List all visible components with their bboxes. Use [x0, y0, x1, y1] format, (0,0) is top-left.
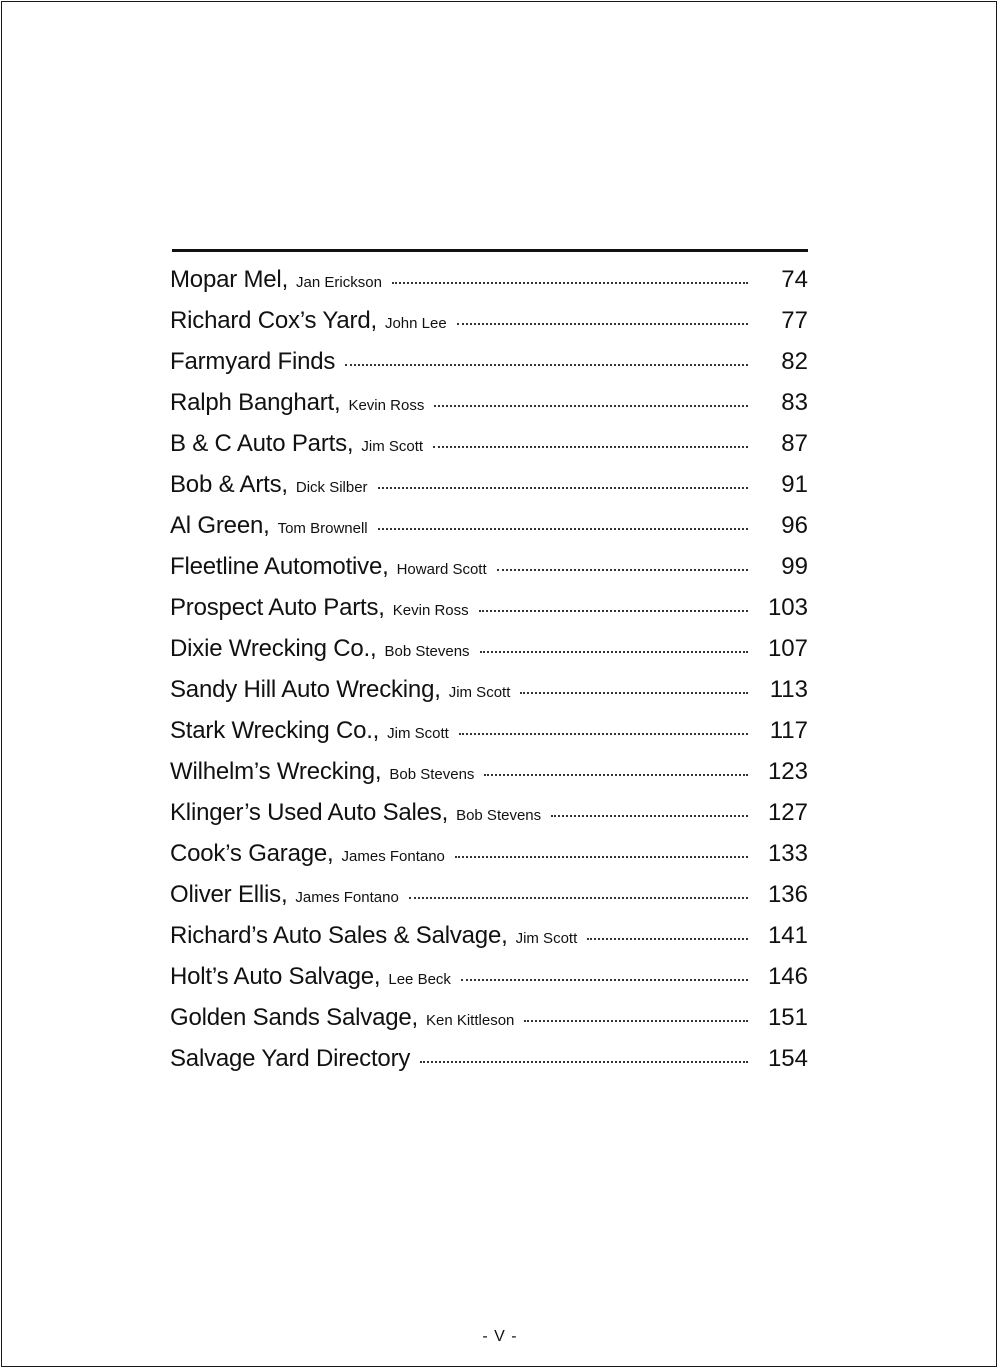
toc-entry-author: Howard Scott	[396, 561, 487, 578]
toc-entry-page: 77	[781, 307, 808, 334]
top-rule	[172, 249, 808, 252]
toc-entry-title: Golden Sands Salvage,	[170, 1004, 418, 1031]
toc-entry-author: Tom Brownell	[277, 520, 368, 537]
toc-entry	[170, 635, 808, 676]
toc-entry-author: Bob Stevens	[456, 807, 542, 824]
toc-entry	[170, 963, 808, 1004]
toc-entry-title: Bob & Arts,	[170, 471, 288, 498]
toc-entry	[170, 594, 808, 635]
dot-leader	[392, 282, 748, 284]
toc-entry	[170, 348, 808, 389]
dot-leader	[479, 610, 748, 612]
toc-entry-title: Salvage Yard Directory	[170, 1045, 411, 1072]
dot-leader	[457, 323, 748, 325]
dot-leader	[484, 774, 748, 776]
dot-leader	[480, 651, 748, 653]
toc-entry-author: John Lee	[384, 315, 447, 332]
toc-entry	[170, 840, 808, 881]
toc-entry-title: Klinger’s Used Auto Sales,	[170, 799, 449, 826]
toc-entry-page: 83	[781, 389, 808, 416]
toc-entry	[170, 307, 808, 348]
dot-leader	[524, 1020, 748, 1022]
toc-entry-page: 133	[767, 840, 808, 867]
toc-entry-author: Jim Scott	[448, 684, 511, 701]
dot-leader	[551, 815, 748, 817]
toc-entry	[170, 758, 808, 799]
toc-entry-title: Cook’s Garage,	[170, 840, 334, 867]
dot-leader	[420, 1061, 748, 1063]
toc-entry-author: Bob Stevens	[384, 643, 470, 660]
toc-entry	[170, 471, 808, 512]
dot-leader	[587, 938, 748, 940]
toc-entry	[170, 389, 808, 430]
toc-entry-author: Jim Scott	[387, 725, 449, 742]
dot-leader	[455, 856, 748, 858]
toc-entry	[170, 881, 808, 922]
toc-entry-page: 151	[767, 1004, 808, 1031]
dot-leader	[497, 569, 748, 571]
dot-leader	[434, 405, 748, 407]
toc-entry	[170, 799, 808, 840]
toc-entry	[170, 553, 808, 594]
toc-entry-page: 123	[767, 758, 808, 785]
dot-leader	[520, 692, 748, 694]
toc-entry-author: Kevin Ross	[392, 602, 469, 619]
toc-entry-author: Dick Silber	[295, 479, 368, 496]
toc-entry-page: 74	[781, 266, 808, 293]
toc-entry-page: 141	[767, 922, 808, 949]
toc-entry-title: Holt’s Auto Salvage,	[170, 963, 381, 990]
toc-entry-page: 117	[769, 717, 808, 744]
toc-entry-title: Stark Wrecking Co.,	[170, 717, 380, 744]
toc-entry	[170, 430, 808, 471]
toc-entry-author: Lee Beck	[388, 971, 451, 988]
toc-entry-title: Ralph Banghart,	[170, 389, 341, 416]
toc-entry-page: 91	[781, 471, 808, 498]
table-of-contents	[170, 266, 808, 1086]
toc-entry-author: James Fontano	[295, 889, 399, 906]
toc-entry-title: Farmyard Finds	[170, 348, 336, 375]
toc-entry-page: 136	[767, 881, 808, 908]
toc-entry-author: James Fontano	[341, 848, 445, 865]
toc-entry-title: Dixie Wrecking Co.,	[170, 635, 377, 662]
toc-entry	[170, 266, 808, 307]
dot-leader	[409, 897, 748, 899]
toc-entry-title: Al Green,	[170, 512, 270, 539]
page-number: - V -	[482, 1328, 518, 1345]
dot-leader	[433, 446, 748, 448]
toc-entry-page: 99	[781, 553, 808, 580]
dot-leader	[459, 733, 748, 735]
toc-entry-title: Richard Cox’s Yard,	[170, 307, 377, 334]
toc-entry-page: 146	[767, 963, 808, 990]
toc-entry-page: 103	[767, 594, 808, 621]
toc-entry-page: 154	[767, 1045, 808, 1072]
toc-entry-page: 82	[781, 348, 808, 375]
toc-entry-page: 113	[769, 676, 808, 703]
toc-entry-title: B & C Auto Parts,	[170, 430, 354, 457]
toc-entry-author: Jim Scott	[515, 930, 578, 947]
toc-entry	[170, 1004, 808, 1045]
toc-entry-title: Mopar Mel,	[170, 266, 289, 293]
toc-entry-title: Prospect Auto Parts,	[170, 594, 385, 621]
toc-entry	[170, 922, 808, 963]
toc-entry	[170, 512, 808, 553]
toc-entry-title: Richard’s Auto Sales & Salvage,	[170, 922, 508, 949]
toc-entry-title: Oliver Ellis,	[170, 881, 288, 908]
toc-entry	[170, 717, 808, 758]
dot-leader	[378, 487, 748, 489]
toc-entry-author: Bob Stevens	[389, 766, 475, 783]
toc-entry-page: 127	[767, 799, 808, 826]
toc-entry-title: Sandy Hill Auto Wrecking,	[170, 676, 441, 703]
toc-entry-title: Fleetline Automotive,	[170, 553, 389, 580]
dot-leader	[378, 528, 748, 530]
toc-entry-author: Kevin Ross	[348, 397, 425, 414]
toc-entry-title: Wilhelm’s Wrecking,	[170, 758, 382, 785]
toc-entry-author: Jim Scott	[361, 438, 424, 455]
toc-entry-author: Ken Kittleson	[425, 1012, 515, 1029]
toc-entry-page: 107	[767, 635, 808, 662]
toc-entry	[170, 1045, 808, 1086]
toc-entry-author: Jan Erickson	[296, 274, 382, 291]
dot-leader	[461, 979, 748, 981]
toc-entry-page: 87	[781, 430, 808, 457]
toc-entry	[170, 676, 808, 717]
toc-entry-page: 96	[781, 512, 808, 539]
dot-leader	[345, 364, 748, 366]
